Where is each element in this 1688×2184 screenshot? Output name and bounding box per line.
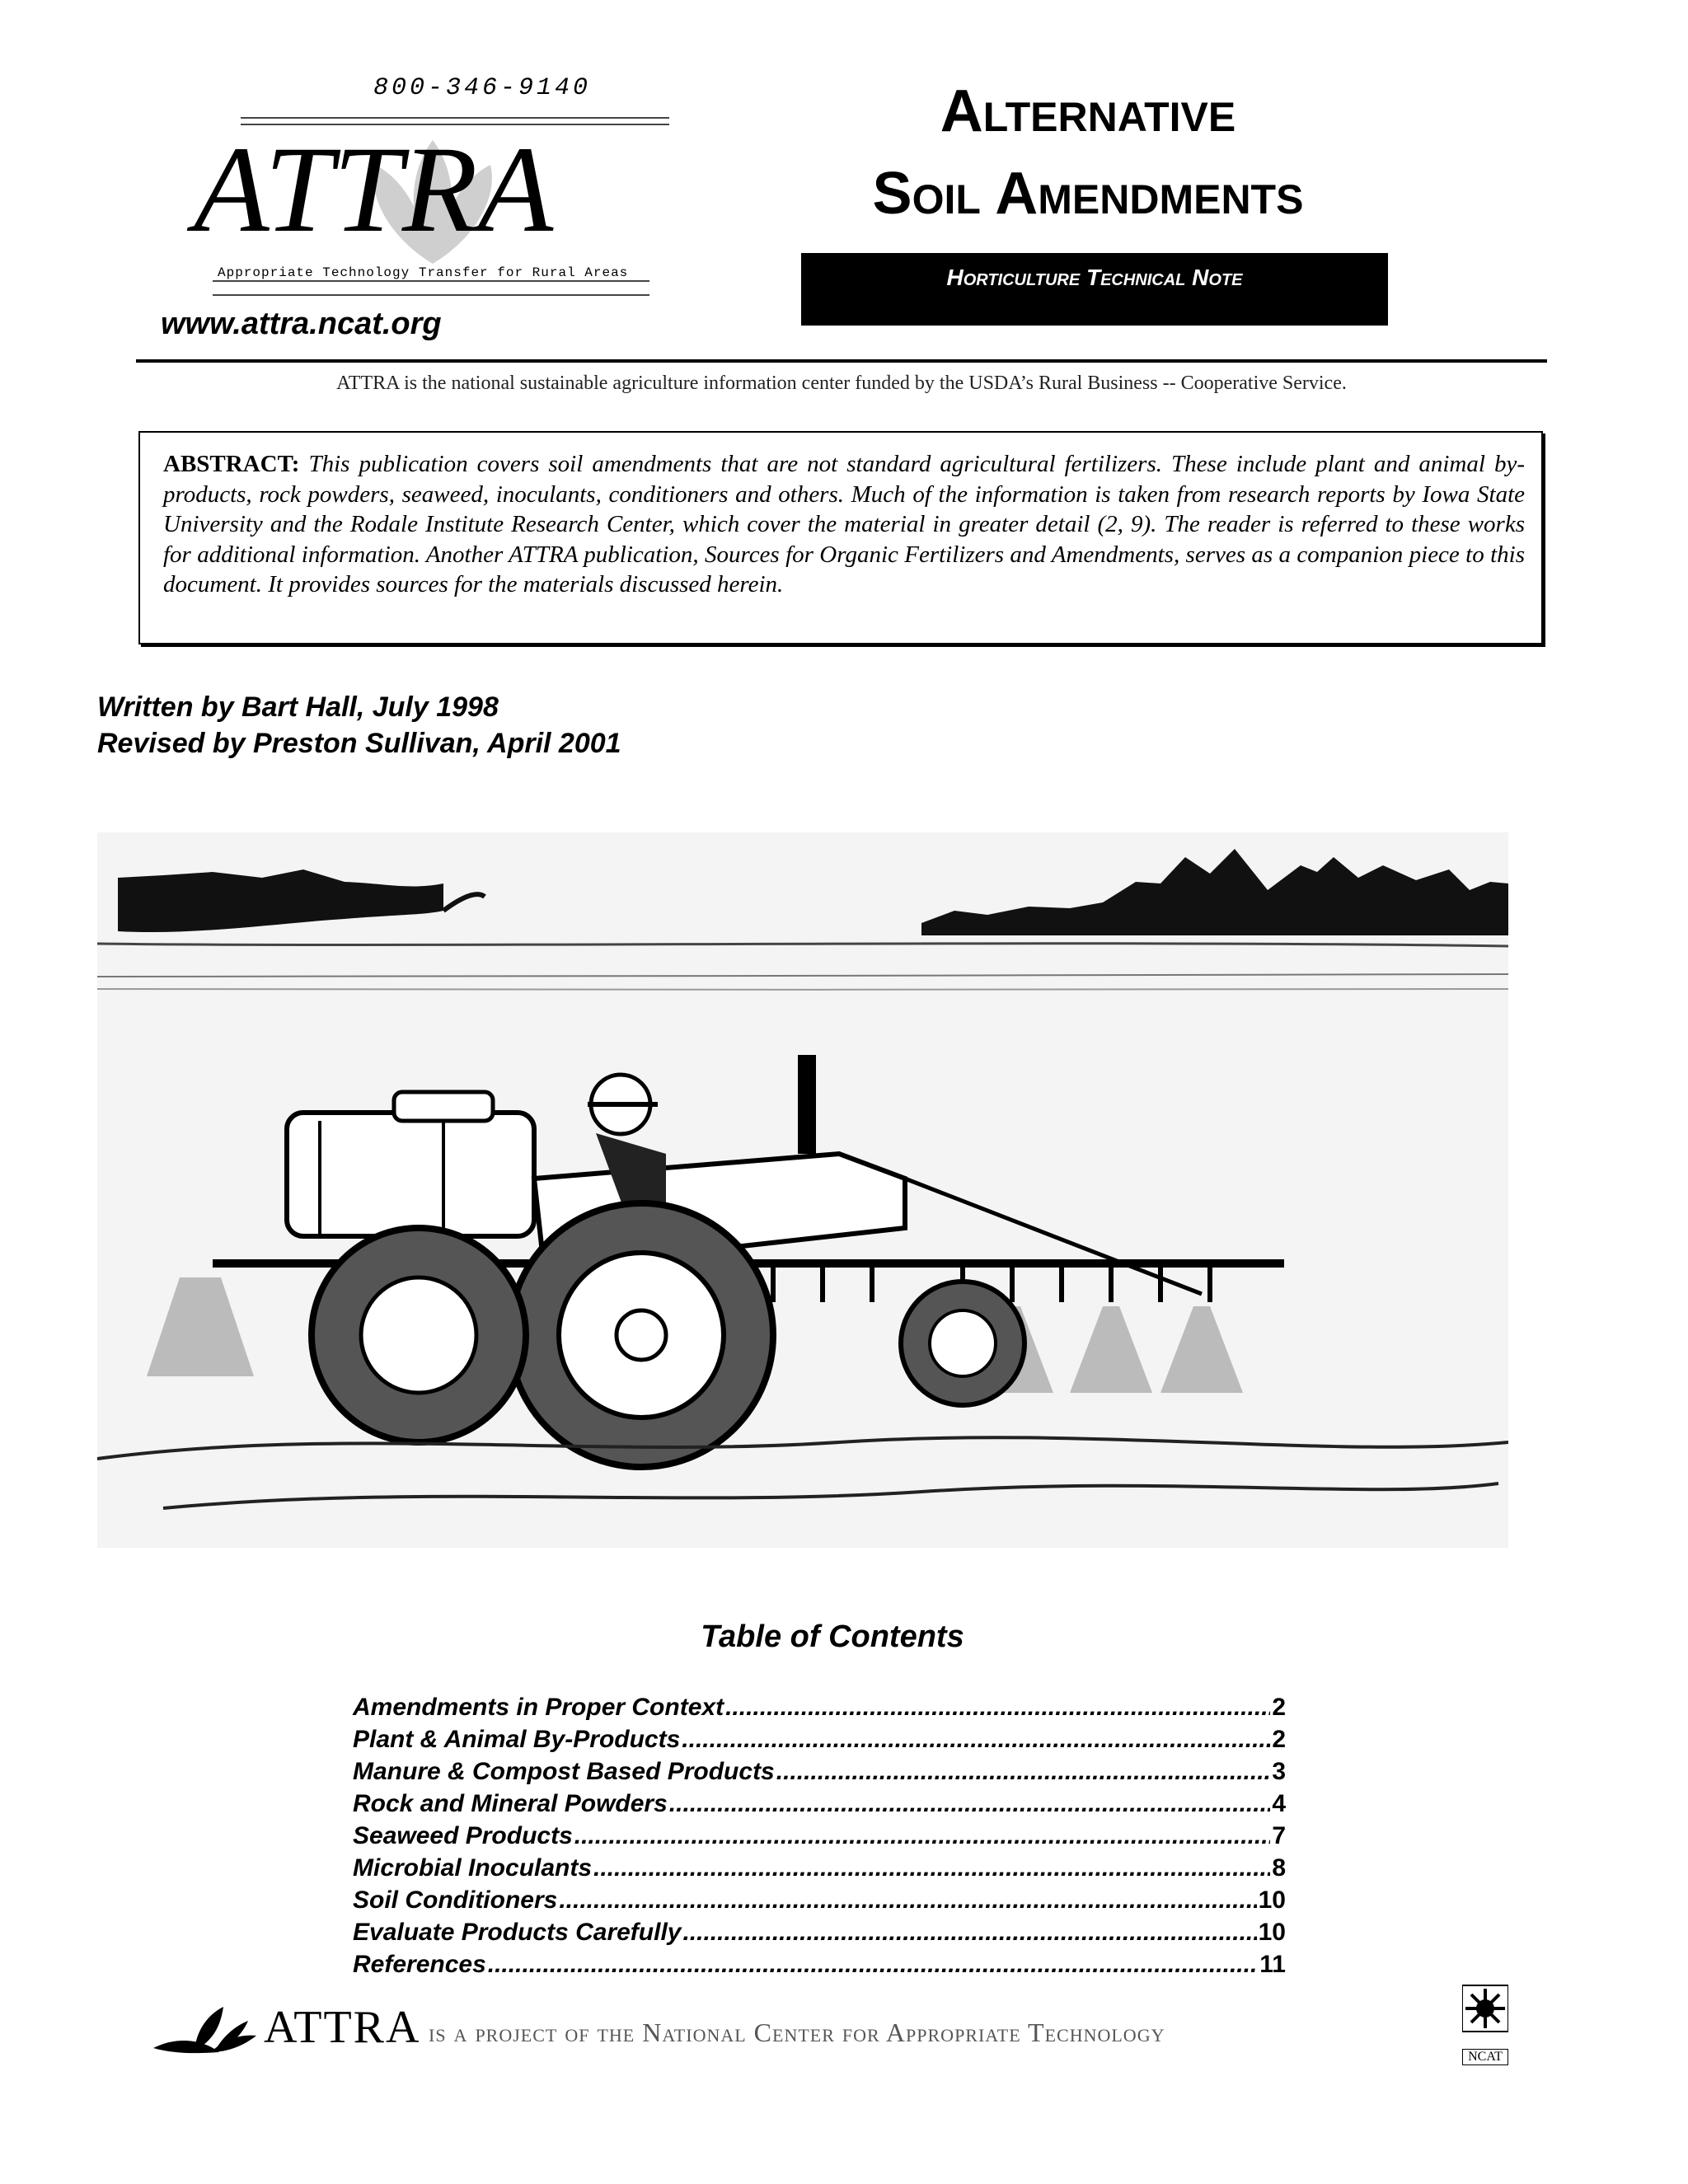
- toc-entry-title: Microbial Inoculants: [353, 1854, 593, 1882]
- authors: [97, 689, 621, 762]
- logo-bottom-rule-2: [213, 294, 649, 296]
- toc-leader: [682, 1919, 1256, 1947]
- phone-number: 800-346-9140: [373, 74, 592, 102]
- toc-leader: [669, 1790, 1271, 1818]
- toc-entry[interactable]: [353, 1694, 1286, 1726]
- toc-leader: [776, 1758, 1271, 1786]
- toc-leader: [488, 1951, 1259, 1979]
- toc-entry[interactable]: [353, 1822, 1286, 1854]
- header-divider: [136, 359, 1547, 363]
- toc-entry-title: Rock and Mineral Powders: [353, 1790, 668, 1817]
- toc-entry[interactable]: [353, 1951, 1286, 1983]
- written-by: Written by Bart Hall, July 1998: [97, 691, 499, 723]
- logo-word: ATTRA: [194, 124, 554, 258]
- toc-entry-page: 4: [1272, 1790, 1286, 1817]
- footer-project-text: is a project of the National Center for Appropriate Technology: [429, 2018, 1165, 2047]
- toc-leader: [574, 1822, 1271, 1850]
- footer-brand: ATTRA: [264, 2002, 421, 2053]
- revised-by: Revised by Preston Sullivan, April 2001: [97, 728, 621, 759]
- toc-entry[interactable]: [353, 1790, 1286, 1822]
- leaf-icon: [145, 2003, 260, 2060]
- toc-entry-page: 10: [1258, 1886, 1286, 1914]
- tractor-sprayer-illustration: [97, 832, 1508, 1548]
- toc-entry-page: 7: [1272, 1822, 1286, 1849]
- toc-leader: [559, 1886, 1256, 1915]
- toc-entry-page: 3: [1272, 1758, 1286, 1785]
- toc-entry-title: Manure & Compost Based Products: [353, 1758, 775, 1785]
- toc-entry[interactable]: [353, 1886, 1286, 1919]
- logo-top-rule: [241, 117, 669, 119]
- toc-entry-page: 8: [1272, 1854, 1286, 1882]
- toc-entry-title: Seaweed Products: [353, 1822, 573, 1849]
- toc-entry[interactable]: [353, 1919, 1286, 1951]
- toc-entry-title: Evaluate Products Carefully: [353, 1919, 682, 1946]
- toc-leader: [682, 1726, 1270, 1754]
- document-title: [775, 70, 1401, 235]
- toc-entry-title: References: [353, 1951, 486, 1978]
- toc-entry[interactable]: [353, 1726, 1286, 1758]
- website-url[interactable]: www.attra.ncat.org: [161, 307, 442, 341]
- abstract-label: ABSTRACT:: [163, 451, 300, 477]
- toc-entry[interactable]: [353, 1758, 1286, 1790]
- doc-type-banner: [801, 253, 1388, 326]
- attra-logo: [185, 124, 647, 288]
- toc-leader: [593, 1854, 1270, 1882]
- logo-bottom-rule: [213, 280, 649, 282]
- toc-heading: Table of Contents: [701, 1619, 964, 1654]
- toc-entry-page: 2: [1272, 1694, 1286, 1721]
- toc-entry-title: Amendments in Proper Context: [353, 1694, 724, 1721]
- toc-leader: [725, 1694, 1270, 1722]
- ncat-label: NCAT: [1462, 2049, 1508, 2065]
- toc-entry-page: 11: [1259, 1951, 1286, 1978]
- abstract-body: This publication covers soil amendments that are not standard agricultural fertilizers. These include plant and animal by-products, rock powders, seaweed, inoculants, conditioners and others. Much of the information is taken from research reports by Iowa State University and the Rodale Institute Research Center, which cover the material in greater detail (2, 9). The reader is referred to these works for additional information. Another ATTRA publication, Sources for Organic Fertilizers and Amendments, serves as a companion piece to this document. It provides sources for the materials discussed herein.: [163, 451, 1526, 598]
- toc-entry-title: Plant & Animal By-Products: [353, 1726, 681, 1753]
- toc-entry-page: 10: [1258, 1919, 1286, 1946]
- title-line-1: Alternative: [940, 78, 1236, 144]
- title-line-2: Soil Amendments: [872, 161, 1304, 227]
- table-of-contents: [353, 1694, 1286, 1983]
- funding-note: ATTRA is the national sustainable agriculture information center funded by the USDA’s Rural Business -- Cooperative Service.: [336, 373, 1347, 394]
- doc-type-label: Horticulture Technical Note: [946, 265, 1243, 290]
- toc-entry-page: 2: [1272, 1726, 1286, 1753]
- logo-tagline: Appropriate Technology Transfer for Rural Areas: [214, 265, 649, 280]
- abstract: [163, 449, 1525, 600]
- toc-entry[interactable]: [353, 1854, 1286, 1886]
- toc-entry-title: Soil Conditioners: [353, 1886, 558, 1914]
